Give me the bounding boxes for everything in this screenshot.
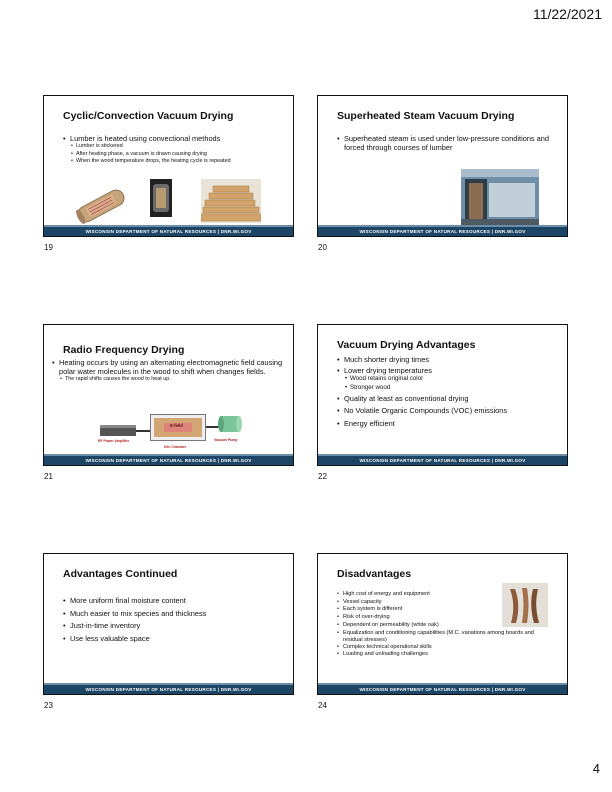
bullet: • Vessel capacity [337,599,493,607]
bullet: • No Volatile Organic Compounds (VOC) emissions [337,406,562,415]
slide-number: 21 [44,472,53,481]
rf-amplifier-graphic [99,425,137,437]
bullet: • Lower drying temperatures [337,366,562,375]
lumber-stack-photo [201,179,261,223]
slide-number: 22 [318,472,327,481]
bullet: • Just-in-time inventory [63,621,288,630]
sub-bullet: • Stronger wood [337,384,562,392]
slide-24 [317,553,568,695]
bullet: • Heating occurs by using an alternating electromagnetic field causing polar water molecules in the wood to shift when changes fields. [52,358,288,376]
amplifier-label: RF Power Amplifier [98,439,130,443]
slide-23 [43,553,294,695]
page-number: 4 [592,761,600,776]
rf-diagram [94,417,294,455]
chamber-label: Kiln Chamber [164,445,187,449]
slide-title: Advantages Continued [63,568,178,580]
vacuum-cylinder-image [72,186,130,226]
slide-19 [43,95,294,237]
bullet: • Loading and unloading challenges [337,651,549,659]
sub-bullet: • When the wood temperature drops, the heating cycle is repeated [63,158,288,166]
slide-21 [43,324,294,466]
slide-title: Disadvantages [337,568,412,580]
slide-footer: WISCONSIN DEPARTMENT OF NATURAL RESOURCES | DNR.WI.GOV [318,227,567,236]
slide-number: 19 [44,243,53,252]
e-field-label: E-field [170,423,183,428]
bullet: • Much easier to mix species and thickness [63,609,288,618]
slide-title: Cyclic/Convection Vacuum Drying [63,110,234,122]
slide-footer: WISCONSIN DEPARTMENT OF NATURAL RESOURCES | DNR.WI.GOV [318,685,567,694]
bullet: • Energy efficient [337,419,562,428]
slide-footer: WISCONSIN DEPARTMENT OF NATURAL RESOURCES | DNR.WI.GOV [44,456,293,465]
slide-footer: WISCONSIN DEPARTMENT OF NATURAL RESOURCES | DNR.WI.GOV [44,685,293,694]
slide-title: Radio Frequency Drying [63,344,185,356]
steam-kiln-photo [461,169,539,227]
bullet: • Quality at least as conventional drying [337,394,562,403]
slide-22 [317,324,568,466]
bullet: • Equalization and conditioning capabilities (M.C. variations among boards and residual stresses) [337,630,549,644]
slide-number: 20 [318,243,327,252]
warped-boards-photo [502,583,548,627]
sub-bullet: • The rapid shifts causes the wood to heat up. [52,376,288,384]
sub-bullet: • Lumber is stickered [63,143,288,151]
slide-title: Superheated Steam Vacuum Drying [337,110,515,122]
sub-bullet: • After heating phase, a vacuum is drawn causing drying [63,151,288,159]
slide-number: 23 [44,701,53,710]
vacuum-pump-graphic [218,414,242,434]
slide-footer: WISCONSIN DEPARTMENT OF NATURAL RESOURCES | DNR.WI.GOV [318,456,567,465]
slide-20 [317,95,568,237]
bullet: • Risk of over-drying [337,614,493,622]
chamber-photo [150,179,172,217]
bullet: • More uniform final moisture content [63,596,288,605]
date-header: 11/22/2021 [532,6,602,22]
slide-title: Vacuum Drying Advantages [337,339,476,351]
pump-label: Vacuum Pump [214,438,238,442]
bullet: • Lumber is heated using convectional methods [63,134,288,143]
slide-number: 24 [318,701,327,710]
bullet: • Each system is different [337,606,493,614]
bullet: • Superheated steam is used under low-pressure conditions and forced through courses of lumber [337,134,549,152]
sub-bullet: • Wood retains original color [337,375,562,383]
bullet: • Complex technical operational skills [337,644,549,652]
slide-footer: WISCONSIN DEPARTMENT OF NATURAL RESOURCES | DNR.WI.GOV [44,227,293,236]
bullet: • Much shorter drying times [337,355,562,364]
bullet: • Dependent on permeability (white oak) [337,622,549,630]
bullet: • Use less valuable space [63,634,288,643]
bullet: • High cost of energy and equipment [337,591,493,599]
